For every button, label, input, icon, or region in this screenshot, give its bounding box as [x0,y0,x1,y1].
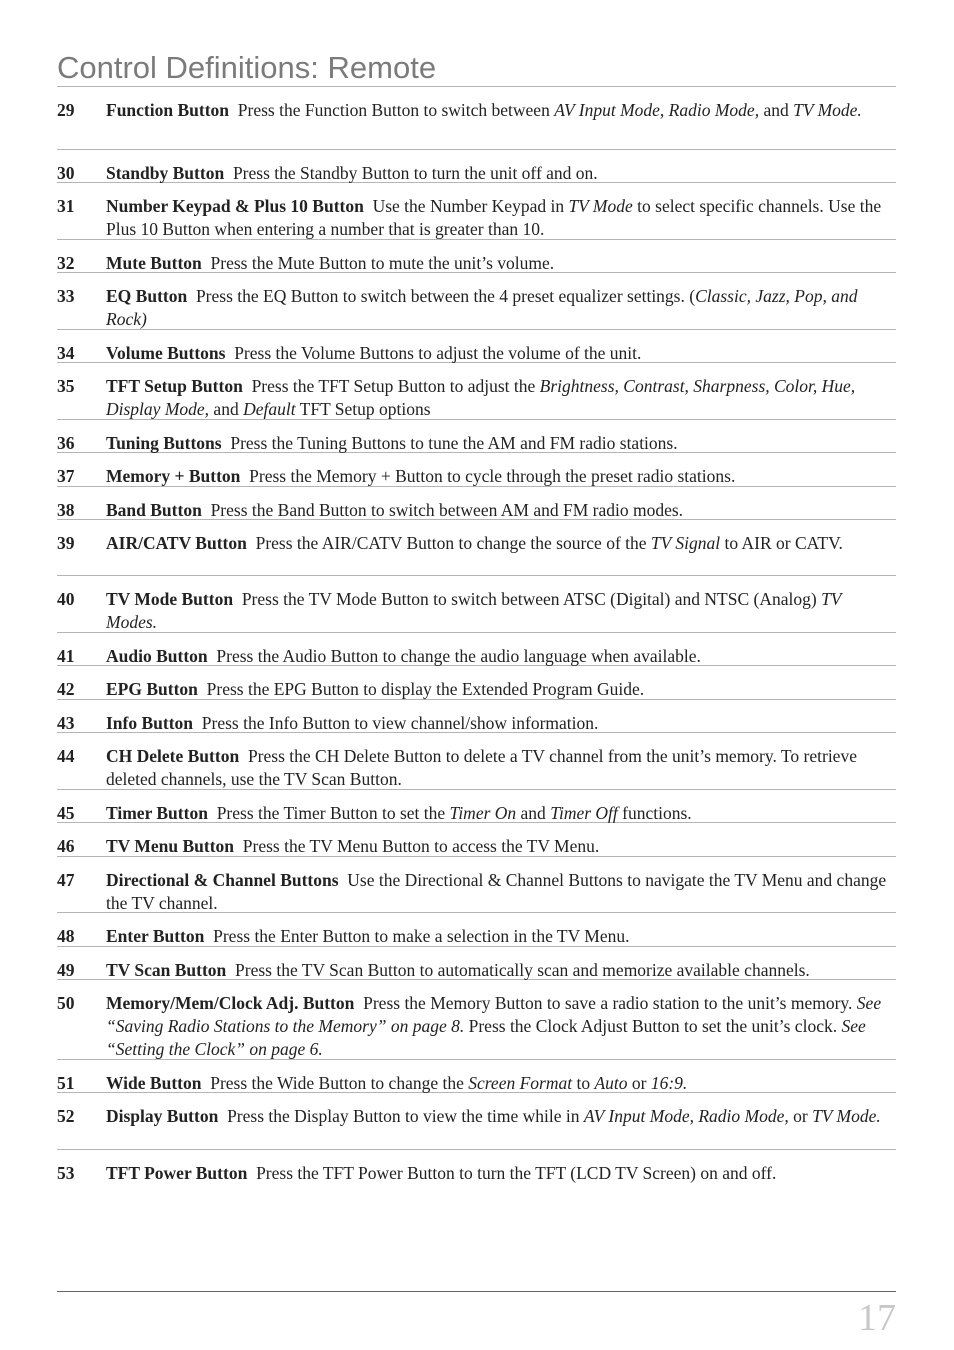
emphasized-text: See “Setting the Clock” on page 6. [106,1016,866,1059]
item-number: 47 [57,870,75,890]
emphasized-text: TV Mode. [793,100,862,120]
definition-row [57,1150,896,1190]
item-number: 35 [57,376,75,396]
definition-row [57,330,896,363]
definition-row [57,700,896,733]
item-description [106,375,896,421]
emphasized-text: 16:9. [650,1073,688,1093]
button-name: Enter Button [106,926,205,946]
description-text: Press the TFT Power Button to turn the TFT (LCD TV Screen) on and off. [256,1163,777,1183]
button-name: Tuning Buttons [106,433,222,453]
item-number: 32 [57,253,75,273]
item-number: 46 [57,836,75,856]
definition-row [57,150,896,183]
button-name: Mute Button [106,253,202,273]
emphasized-text: Auto [594,1073,628,1093]
item-number: 43 [57,713,75,733]
description-text: functions. [617,803,692,823]
button-name: TV Menu Button [106,836,235,856]
description-text: to select specific channels. Use the Plus 10 Button when entering a number that is greater than 10. [106,196,882,239]
button-name: CH Delete Button [106,746,240,766]
item-description [106,432,896,455]
description-text: Press the TV Menu Button to access the TV Menu. [242,836,600,856]
item-description [106,925,896,948]
description-text: Press the AIR/CATV Button to change the source of the [255,533,651,553]
description-text: and [209,399,244,419]
item-number: 37 [57,466,75,486]
definition-row [57,1093,896,1150]
description-text: Press the TV Mode Button to switch between ATSC (Digital) and NTSC (Analog) [241,589,822,609]
item-number: 31 [57,196,75,216]
description-text: Press the TV Scan Button to automatically scan and memorize available channels. [235,960,810,980]
button-name: Display Button [106,1106,219,1126]
item-description [106,835,896,858]
description-text: Press the Timer Button to set the [216,803,450,823]
item-number: 36 [57,433,75,453]
item-number: 29 [57,100,75,120]
control-definitions-list [57,87,896,1190]
button-name: TV Scan Button [106,960,227,980]
definition-row [57,576,896,633]
description-text: Press the Clock Adjust Button to set the unit’s clock. [464,1016,842,1036]
button-name: EPG Button [106,679,198,699]
description-text: Press the Band Button to switch between AM and FM radio modes. [210,500,684,520]
button-name: Timer Button [106,803,208,823]
item-description [106,992,896,1061]
emphasized-text: TV Modes. [106,589,842,632]
definition-row [57,857,896,913]
description-text: Press the EQ Button to switch between the 4 preset equalizer settings. ( [195,286,696,306]
item-description [106,342,896,365]
description-text: Press the Standby Button to turn the unit off and on. [232,163,598,183]
emphasized-text: Default [243,399,296,419]
emphasized-text: AV Input Mode, Radio Mode, [554,100,760,120]
description-text: to [572,1073,595,1093]
description-text: Press the Enter Button to make a selection in the TV Menu. [213,926,630,946]
button-name: Band Button [106,500,202,520]
description-text: Use the Directional & Channel Buttons to navigate the TV Menu and change the TV channel. [106,870,887,913]
item-description [106,1105,896,1128]
definition-row [57,913,896,947]
item-number: 44 [57,746,75,766]
definition-row [57,420,896,453]
item-description [106,712,896,735]
item-description [106,959,896,982]
item-number: 52 [57,1106,75,1126]
definition-row [57,633,896,666]
description-text: Press the Audio Button to change the audio language when available. [216,646,701,666]
button-name: Standby Button [106,163,225,183]
item-number: 34 [57,343,75,363]
description-text: TFT Setup options [295,399,431,419]
item-description [106,1072,896,1095]
description-text: or [788,1106,813,1126]
definition-row [57,733,896,790]
definition-row [57,363,896,420]
button-name: Directional & Channel Buttons [106,870,339,890]
definition-row [57,947,896,980]
page-title: Control Definitions: Remote [57,50,437,85]
footer-divider [57,1291,896,1292]
definition-row [57,520,896,576]
item-description [106,645,896,668]
button-name: TFT Setup Button [106,376,243,396]
item-description [106,745,896,791]
item-description [106,162,896,185]
description-text: Use the Number Keypad in [372,196,569,216]
item-number: 41 [57,646,75,666]
description-text: Press the Tuning Buttons to tune the AM and FM radio stations. [230,433,678,453]
button-name: Wide Button [106,1073,202,1093]
item-description [106,588,896,634]
emphasized-text: Screen Format [468,1073,573,1093]
description-text: Press the Display Button to view the time while in [227,1106,584,1126]
definition-row [57,790,896,823]
description-text: Press the Function Button to switch between [237,100,555,120]
description-text: to AIR or CATV. [720,533,843,553]
item-number: 48 [57,926,75,946]
definition-row [57,823,896,857]
item-description [106,285,896,331]
item-description [106,532,896,555]
item-number: 45 [57,803,75,823]
item-number: 49 [57,960,75,980]
definition-row [57,183,896,240]
emphasized-text: Timer Off [550,803,618,823]
item-description [106,802,896,825]
description-text: Press the Wide Button to change the [210,1073,469,1093]
item-description [106,465,896,488]
description-text: Press the Info Button to view channel/show information. [201,713,599,733]
emphasized-text: TV Mode [568,196,633,216]
item-description [106,499,896,522]
emphasized-text: Brightness, Contrast, Sharpness, Color, Hue, Display Mode, [106,376,856,419]
item-description [106,195,896,241]
emphasized-text: See “Saving Radio Stations to the Memory” on page 8. [106,993,882,1036]
button-name: Number Keypad & Plus 10 Button [106,196,364,216]
item-number: 40 [57,589,75,609]
item-description [106,678,896,701]
definition-row [57,87,896,150]
button-name: Info Button [106,713,194,733]
item-number: 51 [57,1073,75,1093]
description-text: Press the TFT Setup Button to adjust the [251,376,540,396]
item-number: 33 [57,286,75,306]
definition-row [57,453,896,487]
description-text: Press the Mute Button to mute the unit’s volume. [210,253,555,273]
button-name: Memory/Mem/Clock Adj. Button [106,993,355,1013]
item-description [106,99,896,122]
emphasized-text: TV Signal [650,533,721,553]
description-text: Press the EPG Button to display the Extended Program Guide. [206,679,645,699]
item-number: 39 [57,533,75,553]
definition-row [57,980,896,1060]
emphasized-text: Timer On [449,803,517,823]
description-text: or [627,1073,651,1093]
description-text: Press the Volume Buttons to adjust the volume of the unit. [234,343,642,363]
button-name: TFT Power Button [106,1163,248,1183]
emphasized-text: Classic, Jazz, Pop, and Rock) [106,286,858,329]
button-name: Function Button [106,100,230,120]
definition-row [57,487,896,520]
description-text: and [759,100,794,120]
definition-row [57,273,896,330]
item-number: 38 [57,500,75,520]
page-number: 17 [858,1297,896,1339]
item-number: 42 [57,679,75,699]
button-name: AIR/CATV Button [106,533,247,553]
item-description [106,869,896,915]
description-text: Press the Memory Button to save a radio station to the unit’s memory. [363,993,857,1013]
item-description [106,1162,896,1185]
button-name: TV Mode Button [106,589,234,609]
emphasized-text: AV Input Mode, Radio Mode, [583,1106,789,1126]
button-name: Volume Buttons [106,343,226,363]
item-number: 50 [57,993,75,1013]
description-text: Press the CH Delete Button to delete a TV channel from the unit’s memory. To retrieve deleted channels, use the TV Scan Button. [106,746,857,789]
item-description [106,252,896,275]
item-number: 53 [57,1163,75,1183]
button-name: Memory + Button [106,466,241,486]
button-name: EQ Button [106,286,188,306]
button-name: Audio Button [106,646,208,666]
emphasized-text: TV Mode. [812,1106,881,1126]
item-number: 30 [57,163,75,183]
definition-row [57,1060,896,1093]
definition-row [57,666,896,700]
description-text: and [516,803,551,823]
definition-row [57,240,896,273]
description-text: Press the Memory + Button to cycle through the preset radio stations. [249,466,736,486]
